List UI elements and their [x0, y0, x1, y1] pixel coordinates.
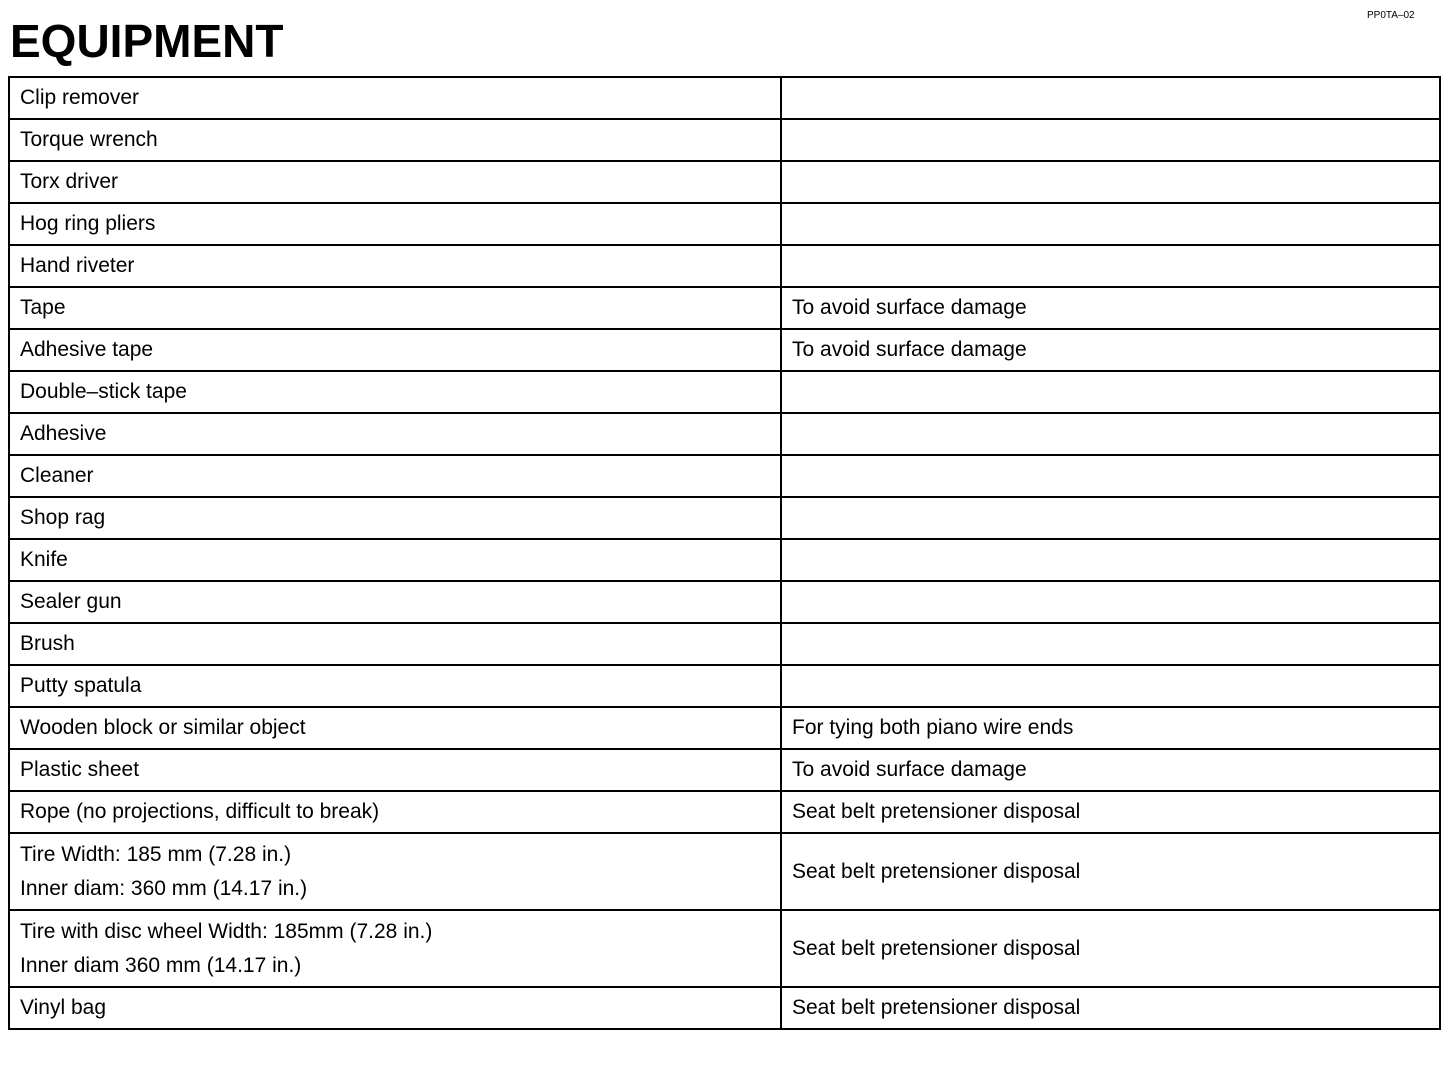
equipment-note-cell	[781, 749, 1440, 791]
equipment-item-text: Putty spatula	[20, 674, 142, 697]
equipment-note-cell	[781, 707, 1440, 749]
table-row	[9, 833, 1440, 910]
equipment-item-text: Plastic sheet	[20, 758, 140, 781]
equipment-item-text: Vinyl bag	[20, 996, 107, 1019]
equipment-item-cell	[9, 910, 781, 987]
equipment-item-cell	[9, 455, 781, 497]
equipment-note-cell	[781, 203, 1440, 245]
equipment-note-cell	[781, 987, 1440, 1029]
equipment-item-text: Adhesive	[20, 422, 107, 445]
equipment-item-cell	[9, 245, 781, 287]
equipment-item-cell	[9, 371, 781, 413]
equipment-item-cell	[9, 329, 781, 371]
equipment-item-cell	[9, 203, 781, 245]
equipment-note-text: To avoid surface damage	[792, 296, 1027, 319]
equipment-note-text: To avoid surface damage	[792, 758, 1027, 781]
equipment-item-text: Torque wrench	[20, 128, 158, 151]
equipment-item-text: Tire with disc wheel Width: 185mm (7.28 in.)	[20, 919, 433, 943]
equipment-note-text: Seat belt pretensioner disposal	[792, 936, 1081, 960]
table-row	[9, 665, 1440, 707]
table-row	[9, 371, 1440, 413]
equipment-item-cell	[9, 119, 781, 161]
equipment-item-cell	[9, 665, 781, 707]
table-row	[9, 245, 1440, 287]
equipment-item-text: Cleaner	[20, 464, 94, 487]
equipment-item-cell	[9, 791, 781, 833]
equipment-item-text: Rope (no projections, difficult to break)	[20, 800, 380, 823]
equipment-note-cell	[781, 287, 1440, 329]
equipment-note-cell	[781, 623, 1440, 665]
document-code: PP0TA–02	[1367, 10, 1415, 21]
equipment-item-cell	[9, 77, 781, 119]
equipment-table-body	[9, 77, 1440, 1029]
equipment-note-cell	[781, 665, 1440, 707]
table-row	[9, 497, 1440, 539]
equipment-item-text: Hand riveter	[20, 254, 135, 277]
table-row	[9, 987, 1440, 1029]
equipment-note-text: Seat belt pretensioner disposal	[792, 859, 1081, 883]
equipment-item-cell	[9, 833, 781, 910]
equipment-note-text: Seat belt pretensioner disposal	[792, 996, 1081, 1019]
equipment-note-cell	[781, 77, 1440, 119]
equipment-note-text: Seat belt pretensioner disposal	[792, 800, 1081, 823]
equipment-note-cell	[781, 581, 1440, 623]
table-row	[9, 161, 1440, 203]
equipment-item-text: Clip remover	[20, 86, 140, 109]
equipment-item-cell	[9, 707, 781, 749]
equipment-note-cell	[781, 371, 1440, 413]
table-row	[9, 749, 1440, 791]
equipment-item-text: Knife	[20, 548, 68, 571]
equipment-note-text: To avoid surface damage	[792, 338, 1027, 361]
equipment-note-cell	[781, 413, 1440, 455]
table-row	[9, 119, 1440, 161]
equipment-item-text: Adhesive tape	[20, 338, 154, 361]
equipment-note-cell	[781, 119, 1440, 161]
equipment-item-text: Wooden block or similar object	[20, 716, 306, 739]
equipment-item-cell	[9, 749, 781, 791]
equipment-note-cell	[781, 161, 1440, 203]
equipment-item-text: Shop rag	[20, 506, 106, 529]
equipment-item-text: Tire Width: 185 mm (7.28 in.)	[20, 842, 292, 866]
table-row	[9, 707, 1440, 749]
equipment-item-cell	[9, 161, 781, 203]
table-row	[9, 791, 1440, 833]
equipment-item-cell	[9, 581, 781, 623]
equipment-item-text: Inner diam: 360 mm (14.17 in.)	[20, 876, 308, 900]
equipment-item-cell	[9, 539, 781, 581]
table-row	[9, 329, 1440, 371]
table-row	[9, 910, 1440, 987]
equipment-item-cell	[9, 987, 781, 1029]
table-row	[9, 581, 1440, 623]
equipment-note-cell	[781, 329, 1440, 371]
equipment-note-cell	[781, 539, 1440, 581]
equipment-note-cell	[781, 245, 1440, 287]
equipment-note-cell	[781, 455, 1440, 497]
table-row	[9, 287, 1440, 329]
equipment-table	[8, 76, 1441, 1030]
equipment-note-text: For tying both piano wire ends	[792, 716, 1074, 739]
equipment-item-text: Sealer gun	[20, 590, 122, 613]
table-row	[9, 539, 1440, 581]
equipment-item-text: Tape	[20, 296, 66, 319]
equipment-note-cell	[781, 833, 1440, 910]
equipment-note-cell	[781, 791, 1440, 833]
table-row	[9, 77, 1440, 119]
equipment-note-cell	[781, 910, 1440, 987]
equipment-item-text: Inner diam 360 mm (14.17 in.)	[20, 953, 302, 977]
equipment-item-text: Torx driver	[20, 170, 119, 193]
equipment-item-cell	[9, 413, 781, 455]
equipment-note-cell	[781, 497, 1440, 539]
page-title: EQUIPMENT	[10, 15, 284, 67]
equipment-item-cell	[9, 497, 781, 539]
equipment-item-cell	[9, 623, 781, 665]
equipment-item-text: Brush	[20, 632, 75, 655]
table-row	[9, 413, 1440, 455]
equipment-item-text: Double–stick tape	[20, 380, 187, 403]
equipment-item-text: Hog ring pliers	[20, 212, 156, 235]
table-row	[9, 623, 1440, 665]
table-row	[9, 455, 1440, 497]
equipment-item-cell	[9, 287, 781, 329]
table-row	[9, 203, 1440, 245]
